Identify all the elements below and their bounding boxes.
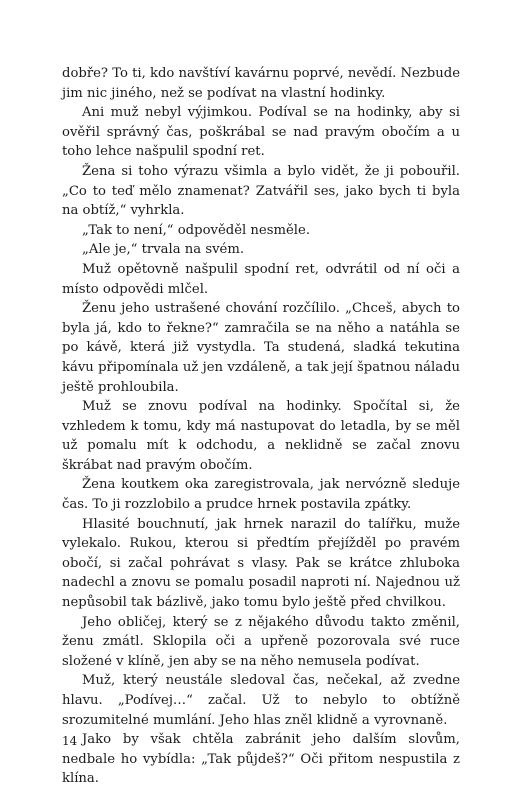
page-number: 14 <box>62 734 78 748</box>
paragraph: Jeho obličej, který se z nějakého důvodu takto změnil, ženu zmátl. Sklopila oči a upřeně pozorovala své ruce složené v klíně, jen aby se na něho nemusela podívat. <box>62 614 460 669</box>
paragraph: Jako by však chtěla zabránit jeho dalším slovům, nedbale ho vybídla: „Tak půjdeš?“ Oči přitom nespustila z klína. <box>62 732 460 787</box>
paragraph: Žena koutkem oka zaregistrovala, jak nervózně sleduje čas. To ji rozzlobilo a prudce hrnek postavila zpátky. <box>62 477 460 513</box>
paragraph: dobře? To ti, kdo navštíví kavárnu poprvé, nevědí. Nezbude jim nic jiného, než se podívat na vlastní hodinky. <box>62 66 460 101</box>
paragraph: Muž opětovně našpulil spodní ret, odvrátil od ní oči a místo odpovědi mlčel. <box>62 261 460 297</box>
book-page-body <box>62 64 460 789</box>
paragraph: Hlasité bouchnutí, jak hrnek narazil do talířku, muže vylekalo. Rukou, kterou si předtím přejížděl po pravém obočí, si začal pohrávat s vlasy. Pak se krátce zhluboka nadechl a znovu se pomalu posadil naproti ní. Najednou už nepůsobil tak bázlivě, jako tomu bylo ještě před chvilkou. <box>62 516 460 611</box>
paragraph: Ani muž nebyl výjimkou. Podíval se na hodinky, aby si ověřil správný čas, poškrábal se nad pravým obočím a u toho lehce našpulil spodní ret. <box>62 105 460 160</box>
paragraph: Ženu jeho ustrašené chování rozčílilo. „Chceš, abych to byla já, kdo to řekne?“ zamračila se na něho a natáhla se po kávě, která již vystydla. Ta studená, sladká tekutina kávu připomínala už jen vzdáleně, a tak její špatnou náladu ještě prohloubila. <box>62 301 460 395</box>
paragraph: „Tak to není,“ odpověděl nesměle. <box>82 222 311 238</box>
paragraph: Muž, který neustále sledoval čas, nečekal, až zvedne hlavu. „Podívej…“ začal. Už to nebylo to obtížně srozumitelné mumlání. Jeho hlas zněl klidně a vyrovnaně. <box>62 673 460 728</box>
paragraph: Žena si toho výrazu všimla a bylo vidět, že ji pobouřil. „Co to teď mělo znamenat? Zatvářil ses, jako bych ti byla na obtíž,“ vyhrkla. <box>62 163 460 219</box>
paragraph: Muž se znovu podíval na hodinky. Spočítal si, že vzhledem k tomu, kdy má nastupovat do letadla, by se měl už pomalu mít k odchodu, a neklidně se začal znovu škrábat nad pravým obočím. <box>62 399 460 473</box>
paragraph: „Ale je,“ trvala na svém. <box>82 242 245 258</box>
